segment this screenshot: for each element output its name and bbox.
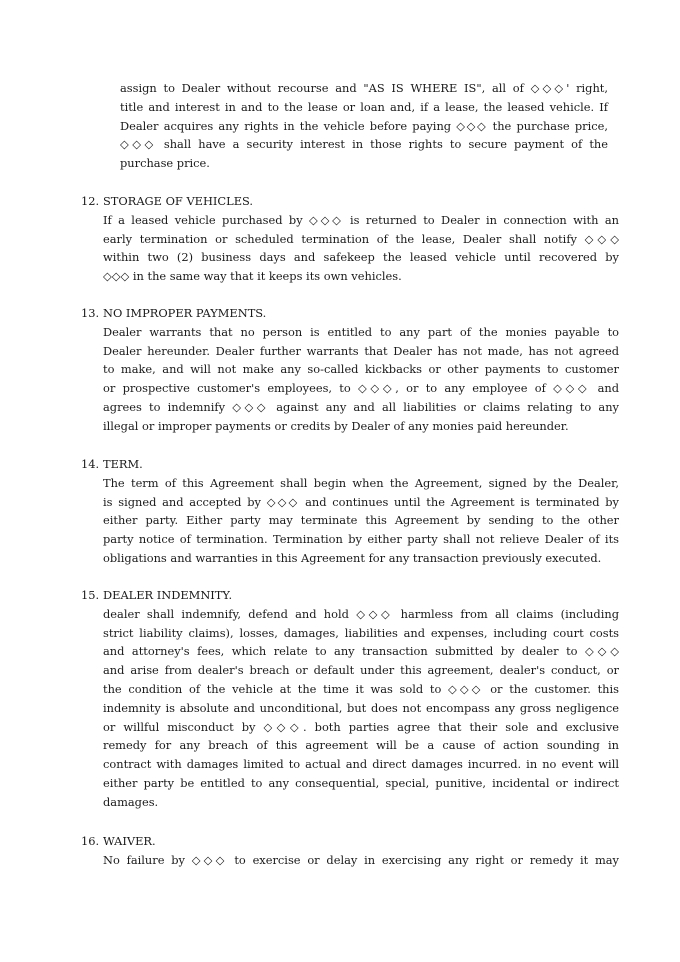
section-dealer-indemnity	[81, 586, 619, 812]
text-line: indemnity is absolute and unconditional, but does not encompass any gross negligence	[103, 700, 619, 715]
text-line: assign to Dealer without recourse and "AS IS WHERE IS", all of ◇◇◇' right,	[120, 81, 608, 95]
section-title: NO IMPROPER PAYMENTS.	[103, 306, 267, 320]
text-line: within two (2) business days and safekeep the leased vehicle until recovered by	[103, 250, 619, 265]
section-body	[103, 474, 619, 568]
text-line: is signed and accepted by ◇◇◇ and continues until the Agreement is terminated by	[103, 494, 619, 509]
text-line: contract with damages limited to actual and direct damages incurred. in no event will	[103, 757, 619, 772]
text-line: obligations and warranties in this Agreement for any transaction previously executed.	[103, 550, 602, 565]
text-line: Dealer warrants that no person is entitled to any part of the monies payable to	[103, 324, 619, 339]
text-line: No failure by ◇◇◇ to exercise or delay in exercising any right or remedy it may	[103, 852, 619, 867]
text-line: early termination or scheduled termination of the lease, Dealer shall notify ◇◇◇	[103, 231, 619, 246]
continuation-paragraph	[120, 79, 608, 173]
text-line: strict liability claims), losses, damages, liabilities and expenses, including court costs	[103, 625, 619, 640]
section-body	[103, 605, 619, 812]
text-line: ◇◇◇ shall have a security interest in those rights to secure payment of the	[120, 137, 608, 152]
text-line: either party be entitled to any consequential, special, punitive, incidental or indirect	[103, 775, 619, 790]
section-number: 12.	[81, 194, 100, 208]
text-line: to make, and will not make any so-called kickbacks or other payments to customer	[103, 362, 619, 377]
section-no-improper-payments	[81, 304, 619, 436]
section-body	[103, 323, 619, 436]
text-line: damages.	[103, 794, 159, 809]
text-line: purchase price.	[120, 156, 210, 171]
section-number: 13.	[81, 306, 100, 320]
section-body	[103, 851, 619, 870]
section-number: 14.	[81, 457, 100, 471]
text-line: agrees to indemnify ◇◇◇ against any and all liabilities or claims relating to any	[103, 399, 619, 414]
section-body	[103, 211, 619, 286]
text-line: or prospective customer's employees, to ◇◇◇, or to any employee of ◇◇◇ and	[103, 381, 619, 396]
text-line: party notice of termination. Termination by either party shall not relieve Dealer of its	[103, 532, 619, 547]
section-number: 16.	[81, 834, 100, 848]
section-heading	[81, 304, 619, 323]
section-title: STORAGE OF VEHICLES.	[103, 194, 254, 208]
text-line: dealer shall indemnify, defend and hold ◇◇◇ harmless from all claims (including	[103, 606, 619, 621]
section-title: TERM.	[103, 457, 143, 471]
text-line: remedy for any breach of this agreement will be a cause of action sounding in	[103, 738, 619, 753]
text-line: Dealer hereunder. Dealer further warrants that Dealer has not made, has not agreed	[103, 343, 619, 358]
section-heading	[81, 832, 619, 851]
section-storage-of-vehicles	[81, 192, 619, 286]
text-line: Dealer acquires any rights in the vehicle before paying ◇◇◇ the purchase price,	[120, 118, 608, 133]
text-line: If a leased vehicle purchased by ◇◇◇ is returned to Dealer in connection with an	[103, 212, 619, 227]
text-line: either party. Either party may terminate this Agreement by sending to the other	[103, 513, 619, 528]
section-heading	[81, 586, 619, 605]
text-line: or willful misconduct by ◇◇◇. both parties agree that their sole and exclusive	[103, 719, 619, 734]
text-line: illegal or improper payments or credits by Dealer of any monies paid hereunder.	[103, 418, 569, 433]
section-number: 15.	[81, 588, 100, 602]
section-heading	[81, 192, 619, 211]
text-line: and attorney's fees, which relate to any transaction submitted by dealer to ◇◇◇	[103, 644, 619, 659]
text-line: title and interest in and to the lease or loan and, if a lease, the leased vehicle. If	[120, 99, 608, 114]
text-line: The term of this Agreement shall begin when the Agreement, signed by the Dealer,	[103, 475, 619, 490]
text-line: and arise from dealer's breach or default under this agreement, dealer's conduct, or	[103, 663, 619, 678]
section-heading	[81, 455, 619, 474]
text-line: ◇◇◇ in the same way that it keeps its own vehicles.	[103, 269, 402, 284]
section-waiver	[81, 832, 619, 870]
section-title: DEALER INDEMNITY.	[103, 588, 233, 602]
section-title: WAIVER.	[103, 834, 156, 848]
section-term	[81, 455, 619, 568]
text-line: the condition of the vehicle at the time it was sold to ◇◇◇ or the customer. this	[103, 681, 619, 696]
